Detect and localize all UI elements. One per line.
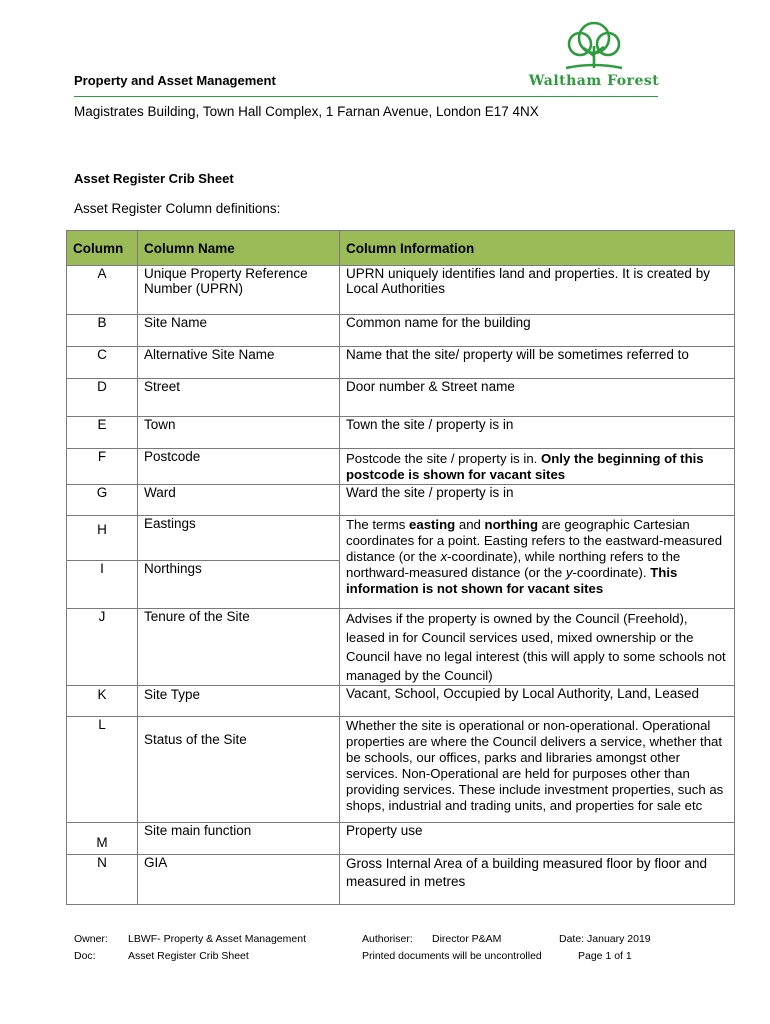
table-row xyxy=(67,823,735,855)
footer-owner-value: LBWF- Property & Asset Management xyxy=(128,933,306,945)
footer-date: Date: January 2019 xyxy=(559,933,651,945)
header-column-name: Column Name xyxy=(138,231,340,266)
table-row xyxy=(67,485,735,516)
table-row xyxy=(67,266,735,315)
row-column-info: Town the site / property is in xyxy=(340,417,735,449)
row-column-name: Northings xyxy=(138,561,340,609)
footer-printed-note: Printed documents will be uncontrolled xyxy=(362,950,542,962)
document-title: Asset Register Crib Sheet xyxy=(74,171,234,186)
table-row xyxy=(67,516,735,561)
footer-doc-label: Doc: xyxy=(74,950,96,962)
footer-authoriser-label: Authoriser: xyxy=(362,933,413,945)
footer-doc-value: Asset Register Crib Sheet xyxy=(128,950,249,962)
row-column-info: Common name for the building xyxy=(340,315,735,347)
row-letter: J xyxy=(67,609,138,686)
document-subtitle: Asset Register Column definitions: xyxy=(74,201,281,216)
row-column-info: UPRN uniquely identifies land and properties. It is created by Local Authorities xyxy=(340,266,735,315)
column-definitions-table xyxy=(66,230,735,905)
row-letter: H xyxy=(67,516,138,561)
row-column-name: GIA xyxy=(138,855,340,905)
row-column-name: Tenure of the Site xyxy=(138,609,340,686)
row-letter: N xyxy=(67,855,138,905)
row-column-name: Unique Property Reference Number (UPRN) xyxy=(138,266,340,315)
row-column-info: Name that the site/ property will be sometimes referred to xyxy=(340,347,735,379)
row-letter: L xyxy=(67,717,138,823)
table-row xyxy=(67,449,735,485)
waltham-forest-logo xyxy=(528,18,660,92)
row-column-name: Ward xyxy=(138,485,340,516)
address: Magistrates Building, Town Hall Complex, 1 Farnan Avenue, London E17 4NX xyxy=(74,104,539,119)
row-letter: D xyxy=(67,379,138,417)
row-column-name: Eastings xyxy=(138,516,340,561)
row-column-info: Gross Internal Area of a building measured floor by floor and measured in metres xyxy=(340,855,735,905)
row-letter: I xyxy=(67,561,138,609)
row-column-name: Postcode xyxy=(138,449,340,485)
row-column-name: Site Name xyxy=(138,315,340,347)
row-letter: M xyxy=(67,823,138,855)
footer-page-number: Page 1 of 1 xyxy=(578,950,632,962)
row-column-info: Ward the site / property is in xyxy=(340,485,735,516)
row-letter: E xyxy=(67,417,138,449)
table-row xyxy=(67,686,735,717)
row-column-name: Street xyxy=(138,379,340,417)
row-column-name: Town xyxy=(138,417,340,449)
table-row xyxy=(67,717,735,823)
row-column-name: Site main function xyxy=(138,823,340,855)
row-letter: C xyxy=(67,347,138,379)
tree-icon xyxy=(528,18,660,74)
row-letter: F xyxy=(67,449,138,485)
row-column-info xyxy=(340,449,735,485)
row-column-info: Whether the site is operational or non-operational. Operational properties are where the Council delivers a service, whether that be schools, our offices, parks and libraries amongst other services. Non-Operational are held for purposes other than providing services. These include investment properties, such as shops, industrial and trading units, and properties for sale etc xyxy=(340,717,735,823)
footer-authoriser-value: Director P&AM xyxy=(432,933,502,945)
row-letter: K xyxy=(67,686,138,717)
header-column: Column xyxy=(67,231,138,266)
row-column-info: Property use xyxy=(340,823,735,855)
department-name: Property and Asset Management xyxy=(74,73,276,88)
row-letter: A xyxy=(67,266,138,315)
logo-text: Waltham Forest xyxy=(528,73,660,89)
table-row xyxy=(67,379,735,417)
table-row xyxy=(67,855,735,905)
row-letter: B xyxy=(67,315,138,347)
table-row xyxy=(67,609,735,686)
row-letter: G xyxy=(67,485,138,516)
coordinates-info: The terms easting and northing are geographic Cartesian coordinates for a point. Easting refers to the eastward-measured distance (or the x-coordinate), while northing refers to the northward-measured distance (or the y-coordinate). This information is not shown for vacant sites xyxy=(340,516,735,609)
postcode-info-text: Postcode the site / property is in. xyxy=(346,451,541,466)
row-column-info: Door number & Street name xyxy=(340,379,735,417)
row-column-name: Site Type xyxy=(138,686,340,717)
postcode-info-emphasis: Only the beginning of this postcode is shown for vacant sites xyxy=(346,451,704,482)
header-divider xyxy=(74,96,658,97)
row-column-name: Alternative Site Name xyxy=(138,347,340,379)
table-row xyxy=(67,315,735,347)
table-row xyxy=(67,417,735,449)
table-header-row xyxy=(67,231,735,266)
table-row xyxy=(67,347,735,379)
header-column-information: Column Information xyxy=(340,231,735,266)
row-column-info: Vacant, School, Occupied by Local Authority, Land, Leased xyxy=(340,686,735,717)
row-column-info: Advises if the property is owned by the Council (Freehold), leased in for Council services used, mixed ownership or the Council have no legal interest (this will apply to some schools not managed by the Council) xyxy=(340,609,735,686)
row-column-name: Status of the Site xyxy=(138,717,340,823)
footer-owner-label: Owner: xyxy=(74,933,108,945)
